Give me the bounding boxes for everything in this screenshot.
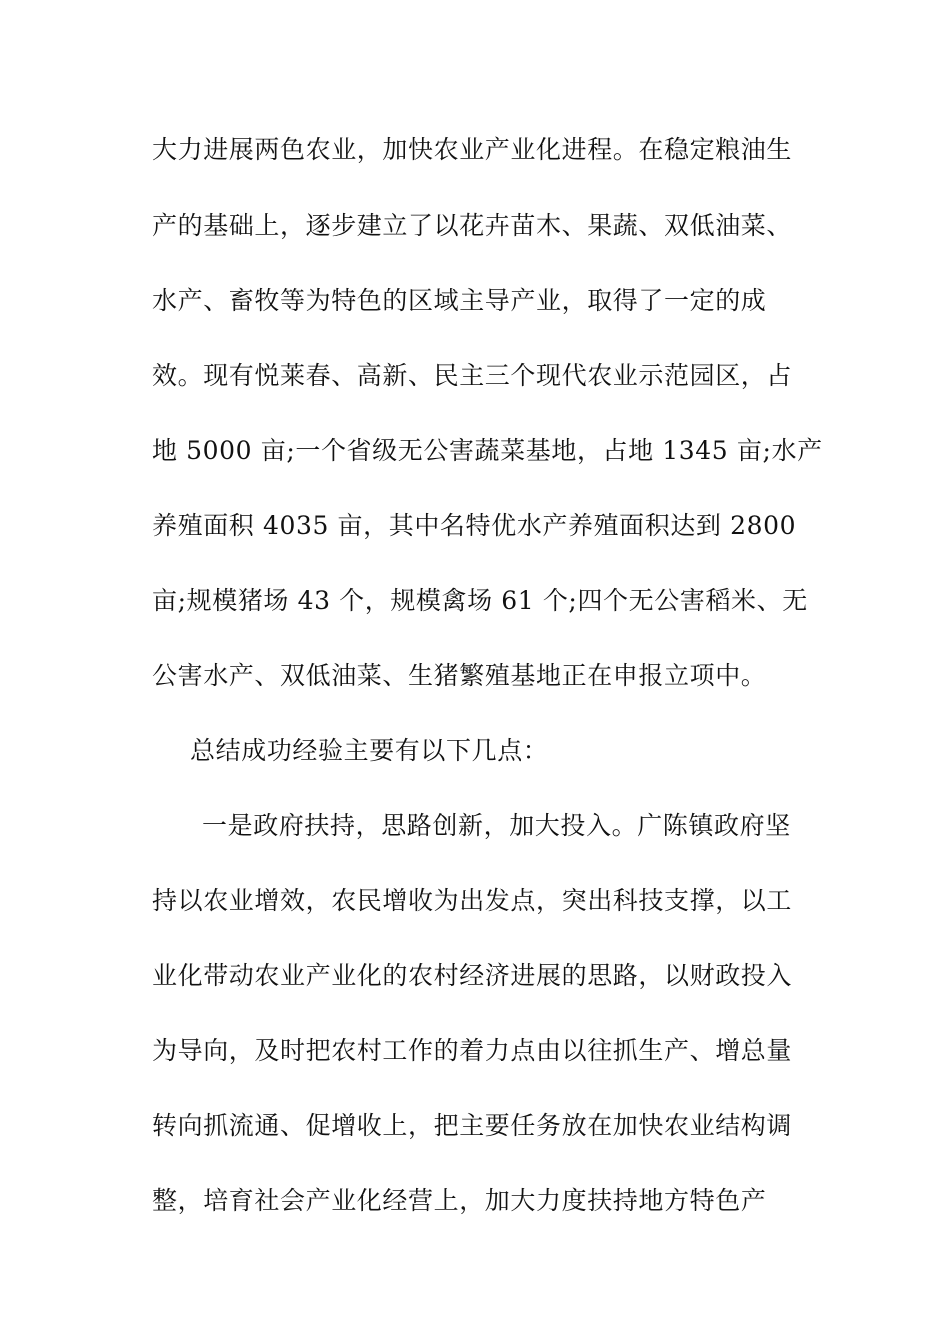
text-line: 为导向，及时把农村工作的着力点由以往抓生产、增总量	[152, 1036, 793, 1065]
text-line: 持以农业增效，农民增收为出发点，突出科技支撑，以工	[152, 886, 793, 915]
text-line: 养殖面积 4035 亩，其中名特优水产养殖面积达到 2800	[152, 511, 797, 540]
section-heading: 总结成功经验主要有以下几点：	[190, 736, 549, 765]
text-line: 水产、畜牧等为特色的区域主导产业，取得了一定的成	[152, 286, 767, 315]
text-line: 业化带动农业产业化的农村经济进展的思路，以财政投入	[152, 961, 793, 990]
text-line: 一是政府扶持，思路创新，加大投入。广陈镇政府坚	[202, 811, 791, 840]
text-line: 地 5000 亩;一个省级无公害蔬菜基地，占地 1345 亩;水产	[152, 436, 823, 465]
text-line: 转向抓流通、促增收上，把主要任务放在加快农业结构调	[152, 1111, 793, 1140]
text-line: 大力进展两色农业，加快农业产业化进程。在稳定粮油生	[152, 135, 793, 164]
text-line: 亩;规模猪场 43 个，规模禽场 61 个;四个无公害稻米、无	[152, 586, 808, 615]
text-line: 效。现有悦莱春、高新、民主三个现代农业示范园区，占	[152, 361, 793, 390]
text-line: 整，培育社会产业化经营上，加大力度扶持地方特色产	[152, 1186, 767, 1215]
text-line: 公害水产、双低油菜、生猪繁殖基地正在申报立项中。	[152, 661, 767, 690]
text-line: 产的基础上，逐步建立了以花卉苗木、果蔬、双低油菜、	[152, 211, 793, 240]
